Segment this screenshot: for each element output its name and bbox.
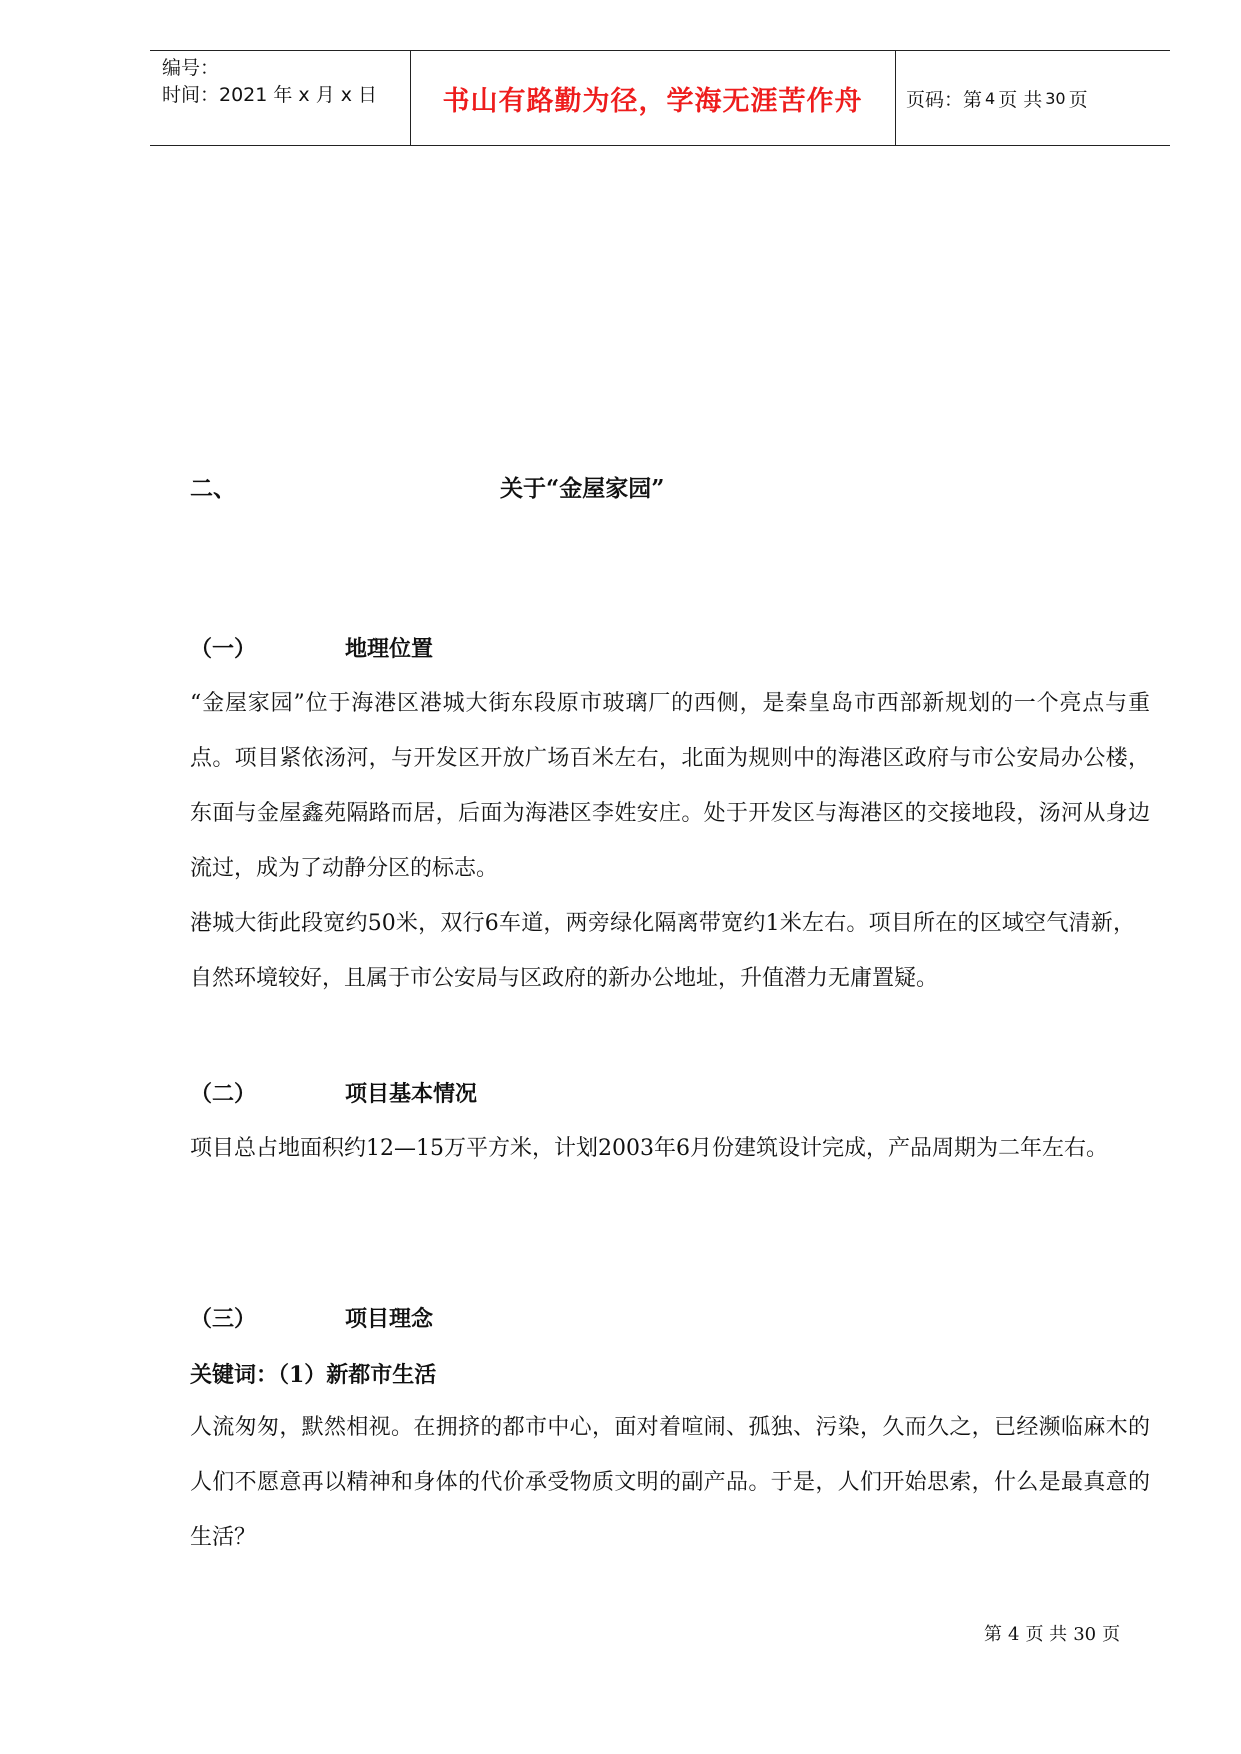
section-number: 二、 [190,475,236,502]
paragraph: “金屋家园”位于海港区港城大街东段原市玻璃厂的西侧，是秦皇岛市西部新规划的一个亮点与重点。项目紧依汤河，与开发区开放广场百米左右，北面为规则中的海港区政府与市公安局办公楼，东面与金屋鑫苑隔路而居，后面为海港区李姓安庄。处于开发区与海港区的交接地段，汤河从身边流过，成为了动静分区的标志。 [190,691,1150,881]
footer-suffix: 页 [1102,1624,1121,1645]
page-current: 4 [985,88,996,108]
subsection-title: 地理位置 [345,636,434,662]
page-suffix: 页 [1068,88,1088,111]
footer-total: 30 [1073,1624,1097,1645]
subsection-heading [190,1302,433,1333]
subsection-number: （一） [190,636,257,662]
subsection-number: （三） [190,1306,257,1332]
header-page-number [906,51,1088,145]
subsection-title: 项目基本情况 [345,1081,478,1107]
subsection-heading [190,1077,477,1108]
footer-mid: 页 共 [1025,1624,1068,1645]
subsection-title: 项目理念 [345,1306,434,1332]
page-mid: 页 共 [998,88,1043,111]
page-prefix: 页码：第 [906,88,983,111]
paragraph: 港城大街此段宽约50米，双行6车道，两旁绿化隔离带宽约1米左右。项目所在的区域空气清新，自然环境较好，且属于市公安局与区政府的新办公地址，升值潜力无庸置疑。 [190,911,1135,991]
footer-current: 4 [1008,1624,1020,1645]
paragraph: 项目总占地面积约12—15万平方米，计划2003年6月份建筑设计完成，产品周期为二年左右。 [190,1136,1108,1161]
header-divider [895,51,896,145]
keyword-line: 关键词：（1）新都市生活 [190,1362,437,1388]
page-header [150,50,1170,146]
section-title: 关于“金屋家园” [500,475,665,502]
page-footer [984,1620,1120,1646]
document-number-label: 编号： [162,57,220,79]
header-motto: 书山有路勤为径，学海无涯苦作舟 [442,85,863,117]
subsection-number: （二） [190,1081,257,1107]
paragraph: 人流匆匆，默然相视。在拥挤的都市中心，面对着喧闹、孤独、污染，久而久之，已经濒临麻木的人们不愿意再以精神和身体的代价承受物质文明的副产品。于是，人们开始思索，什么是最真意的生活？ [190,1415,1150,1550]
document-time: 时间：2021 年 x 月 x 日 [162,84,378,106]
footer-prefix: 第 [984,1624,1002,1645]
page-total: 30 [1045,88,1066,108]
subsection-heading [190,632,433,663]
